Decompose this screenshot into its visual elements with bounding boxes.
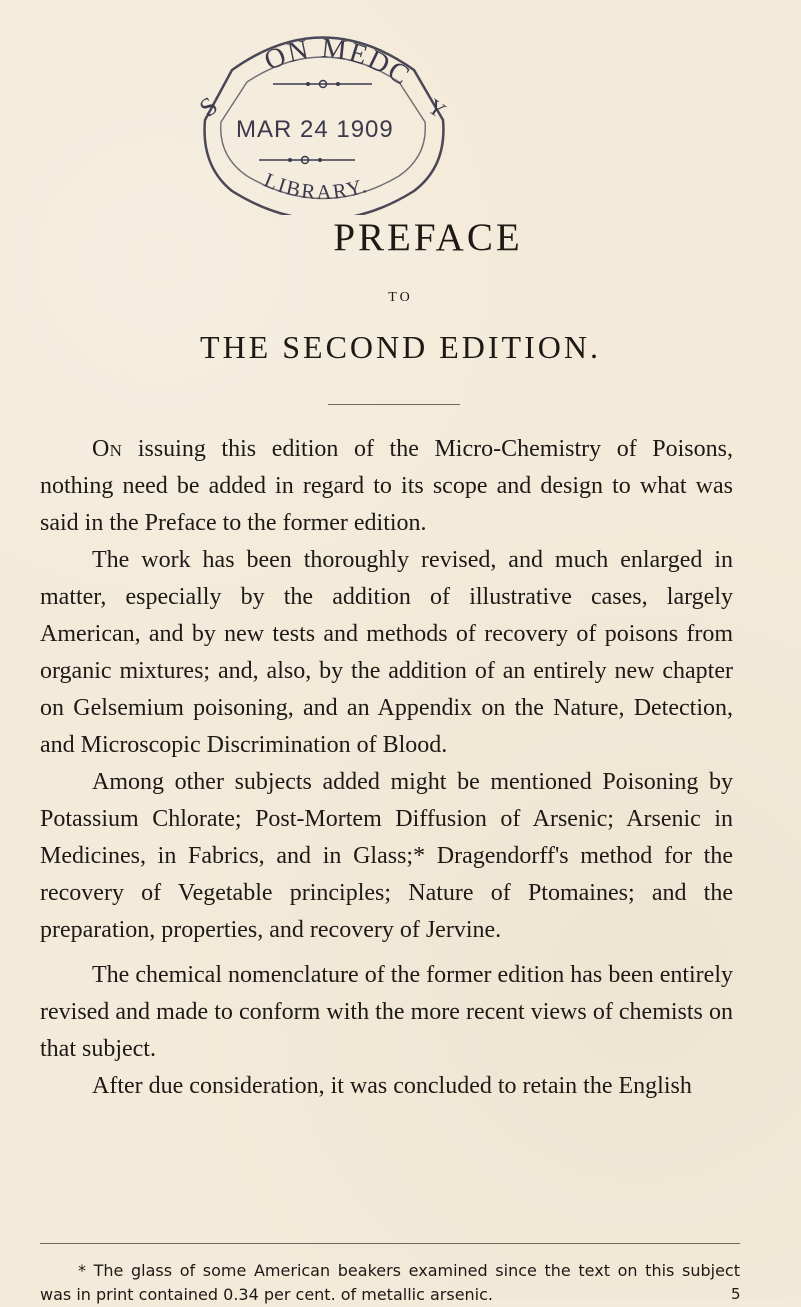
paragraph-5: After due consideration, it was concluded to retain the English	[92, 1073, 692, 1099]
stamp-right-mark: Y	[423, 93, 451, 124]
paragraph-1-lead: On	[92, 436, 123, 462]
preface-body	[40, 431, 733, 1105]
library-stamp-graphic	[187, 30, 459, 215]
title-divider	[328, 404, 460, 405]
paragraph-1-text: issuing this edition of the Micro-Chemistry of Poisons, nothing need be added in regard to its scope and design to what was said in the Preface to the former edition.	[40, 436, 733, 536]
footnote: * The glass of some American beakers examined since the text on this subject was in print contained 0.34 per cent. of metallic arsenic.	[40, 1261, 740, 1304]
stamp-top-text: ON MEDC	[260, 32, 417, 93]
svg-text:LIBRARY.	[261, 168, 371, 204]
page-title: PREFACE	[333, 216, 523, 259]
stamp-date: MAR 24 1909	[236, 116, 394, 143]
library-stamp	[187, 30, 459, 215]
footnote-divider	[40, 1243, 740, 1244]
paragraph-4: The chemical nomenclature of the former edition has been entirely revised and made to conform with the more recent views of chemists on that subject.	[40, 962, 733, 1062]
paragraph-3: Among other subjects added might be mentioned Poisoning by Potassium Chlorate; Post-Mortem Diffusion of Arsenic; Arsenic in Medicines, in Fabrics, and in Glass;* Dragendorff's method for the recovery of Vegetable principles; Nature of Ptomaines; and the preparation, properties, and recovery of Jervine.	[40, 769, 733, 943]
stamp-bottom-text: LIBRARY.	[260, 167, 371, 205]
paragraph-2: The work has been thoroughly revised, and much enlarged in matter, especially by the addition of illustrative cases, largely American, and by new tests and methods of recovery of poisons from organic mixtures; and, also, by the addition of an entirely new chapter on Gelsemium poisoning, and an Appendix on the Nature, Detection, and Microscopic Discrimination of Blood.	[40, 547, 733, 758]
edition-subtitle: THE SECOND EDITION.	[200, 329, 601, 365]
paragraph-1	[40, 431, 733, 542]
subtitle-to: TO	[388, 290, 413, 305]
page-number: 5	[731, 1285, 741, 1303]
stamp-left-mark: S	[193, 90, 224, 123]
